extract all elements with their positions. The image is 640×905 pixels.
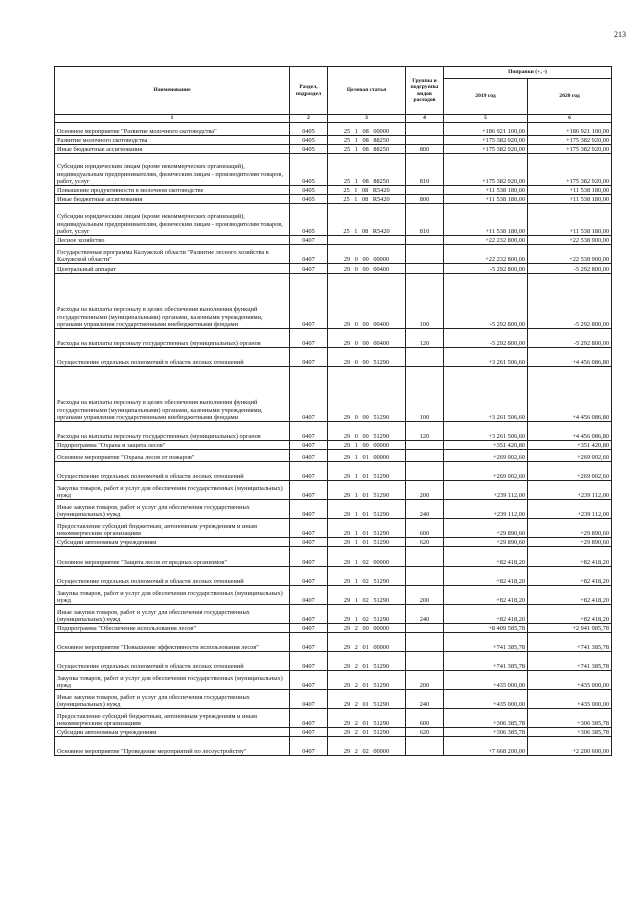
name-cell: Лесное хозяйство xyxy=(55,236,290,245)
section-cell: 0407 xyxy=(290,709,328,728)
section-cell: 0407 xyxy=(290,450,328,462)
amount-2019-cell: -5 292 800,00 xyxy=(444,274,528,329)
section-cell: 0407 xyxy=(290,586,328,605)
group-cell: 240 xyxy=(406,690,444,709)
target-cell: 29 0 00 51290 xyxy=(328,367,406,422)
amount-2019-cell: +741 385,78 xyxy=(444,652,528,671)
section-cell: 0405 xyxy=(290,145,328,154)
target-cell: 25 1 08 00000 xyxy=(328,123,406,136)
group-cell: 800 xyxy=(406,195,444,204)
target-cell: 29 2 00 00000 xyxy=(328,624,406,633)
group-cell xyxy=(406,462,444,481)
name-cell: Осуществление отдельных полномочий в области лесных отношений xyxy=(55,652,290,671)
amount-2019-cell: +175 382 920,00 xyxy=(444,136,528,145)
amount-2020-cell: +175 382 920,00 xyxy=(528,145,612,154)
name-cell: Государственная программа Калужской области "Развитие лесного хозяйства в Калужской области" xyxy=(55,245,290,264)
table-row xyxy=(55,709,612,728)
name-cell: Субсидии юридическим лицам (кроме некоммерческих организаций), индивидуальным предпринимателям, физическим лицам - производителям товаров, работ, услуг xyxy=(55,204,290,236)
amount-2019-cell: +22 232 800,00 xyxy=(444,236,528,245)
amount-2020-cell: +82 418,20 xyxy=(528,586,612,605)
table-row xyxy=(55,633,612,652)
target-cell: 29 2 01 51290 xyxy=(328,652,406,671)
section-cell: 0407 xyxy=(290,274,328,329)
target-cell: 25 1 08 R5420 xyxy=(328,204,406,236)
amount-2019-cell: +29 890,60 xyxy=(444,538,528,547)
amount-2020-cell: +4 456 086,80 xyxy=(528,422,612,441)
target-cell: 29 0 00 00400 xyxy=(328,264,406,274)
group-cell: 600 xyxy=(406,709,444,728)
amount-2020-cell: +435 000,00 xyxy=(528,671,612,690)
group-cell: 600 xyxy=(406,519,444,538)
column-number: 6 xyxy=(528,115,612,123)
table-row xyxy=(55,690,612,709)
target-cell: 29 0 00 51290 xyxy=(328,422,406,441)
amount-2019-cell: +29 890,60 xyxy=(444,519,528,538)
table-row xyxy=(55,441,612,450)
target-cell: 25 1 08 88250 xyxy=(328,136,406,145)
name-cell: Основное мероприятие "Развитие молочного скотоводства" xyxy=(55,123,290,136)
name-cell: Иные закупки товаров, работ и услуг для обеспечения государственных (муниципальных) нужд xyxy=(55,605,290,624)
amount-2020-cell: +306 385,78 xyxy=(528,709,612,728)
target-cell: 25 1 08 R5420 xyxy=(328,195,406,204)
section-cell: 0405 xyxy=(290,204,328,236)
table-row xyxy=(55,462,612,481)
group-cell: 620 xyxy=(406,538,444,547)
amount-2020-cell: +269 002,60 xyxy=(528,462,612,481)
target-cell: 29 0 00 51290 xyxy=(328,348,406,367)
table-row xyxy=(55,481,612,500)
group-cell: 120 xyxy=(406,422,444,441)
amount-2019-cell: +7 668 200,00 xyxy=(444,737,528,756)
group-cell xyxy=(406,186,444,195)
group-cell xyxy=(406,633,444,652)
amount-2020-cell: +82 418,20 xyxy=(528,567,612,586)
section-cell: 0407 xyxy=(290,624,328,633)
target-cell: 29 1 01 51290 xyxy=(328,538,406,547)
group-cell xyxy=(406,123,444,136)
table-row xyxy=(55,450,612,462)
group-cell xyxy=(406,737,444,756)
target-cell: 29 0 00 00400 xyxy=(328,329,406,348)
amount-2020-cell: +29 890,60 xyxy=(528,538,612,547)
amount-2020-cell: +4 456 086,80 xyxy=(528,367,612,422)
name-cell: Центральный аппарат xyxy=(55,264,290,274)
header-name: Наименование xyxy=(55,67,290,115)
section-cell: 0407 xyxy=(290,728,328,737)
section-cell: 0405 xyxy=(290,123,328,136)
section-cell: 0407 xyxy=(290,348,328,367)
budget-amendments-table xyxy=(54,66,612,756)
name-cell: Основное мероприятие "Проведение мероприятий по лесоустройству" xyxy=(55,737,290,756)
amount-2020-cell: +2 200 600,00 xyxy=(528,737,612,756)
name-cell: Субсидии автономным учреждениям xyxy=(55,538,290,547)
group-cell xyxy=(406,624,444,633)
table-row xyxy=(55,245,612,264)
amount-2020-cell: +186 921 100,00 xyxy=(528,123,612,136)
section-cell: 0407 xyxy=(290,500,328,519)
target-cell: 25 1 08 88250 xyxy=(328,145,406,154)
group-cell: 810 xyxy=(406,154,444,186)
amount-2019-cell: +82 418,20 xyxy=(444,586,528,605)
table-row xyxy=(55,567,612,586)
page-number: 213 xyxy=(614,30,626,39)
section-cell: 0405 xyxy=(290,154,328,186)
table-row xyxy=(55,605,612,624)
target-cell: 29 1 00 00000 xyxy=(328,441,406,450)
amount-2020-cell: -5 292 800,00 xyxy=(528,329,612,348)
table-row xyxy=(55,195,612,204)
header-group: Группы и подгруппы видов расходов xyxy=(406,67,444,115)
amount-2020-cell: +22 538 900,00 xyxy=(528,236,612,245)
amount-2019-cell: +186 921 100,00 xyxy=(444,123,528,136)
group-cell: 200 xyxy=(406,671,444,690)
section-cell: 0407 xyxy=(290,605,328,624)
name-cell: Расходы на выплаты персоналу государственных (муниципальных) органов xyxy=(55,422,290,441)
name-cell: Осуществление отдельных полномочий в области лесных отношений xyxy=(55,348,290,367)
header-year-2020: 2020 год xyxy=(528,79,612,115)
amount-2020-cell: -5 292 800,00 xyxy=(528,264,612,274)
amount-2019-cell: +175 382 920,00 xyxy=(444,145,528,154)
table-row xyxy=(55,264,612,274)
group-cell xyxy=(406,348,444,367)
name-cell: Подпрограмма "Обеспечение использования лесов" xyxy=(55,624,290,633)
section-cell: 0405 xyxy=(290,195,328,204)
name-cell: Предоставление субсидий бюджетным, автономным учреждениям и иным некоммерческим организациям xyxy=(55,709,290,728)
amount-2020-cell: +4 456 086,80 xyxy=(528,348,612,367)
amount-2019-cell: +269 002,60 xyxy=(444,450,528,462)
group-cell: 200 xyxy=(406,586,444,605)
target-cell: 29 2 01 00000 xyxy=(328,633,406,652)
section-cell: 0405 xyxy=(290,136,328,145)
group-cell xyxy=(406,450,444,462)
target-cell: 25 1 08 88250 xyxy=(328,154,406,186)
amount-2019-cell: +351 420,80 xyxy=(444,441,528,450)
target-cell: 29 1 02 51290 xyxy=(328,605,406,624)
amount-2019-cell: +11 538 180,00 xyxy=(444,204,528,236)
section-cell: 0407 xyxy=(290,264,328,274)
amount-2019-cell: +269 002,60 xyxy=(444,462,528,481)
name-cell: Осуществление отдельных полномочий в области лесных отношений xyxy=(55,567,290,586)
name-cell: Развитие молочного скотоводства xyxy=(55,136,290,145)
amount-2019-cell: +82 418,20 xyxy=(444,567,528,586)
table-row xyxy=(55,136,612,145)
table-row xyxy=(55,204,612,236)
name-cell: Закупка товаров, работ и услуг для обеспечения государственных (муниципальных) нужд xyxy=(55,481,290,500)
section-cell: 0407 xyxy=(290,367,328,422)
amount-2020-cell: +2 941 985,78 xyxy=(528,624,612,633)
group-cell: 240 xyxy=(406,500,444,519)
amount-2019-cell: +435 000,00 xyxy=(444,690,528,709)
target-cell: 29 2 01 51290 xyxy=(328,690,406,709)
name-cell: Основное мероприятие "Повышение эффективности использования лесов" xyxy=(55,633,290,652)
table-row xyxy=(55,547,612,567)
name-cell: Субсидии юридическим лицам (кроме некоммерческих организаций), индивидуальным предпринимателям, физическим лицам - производителям товаров, работ, услуг xyxy=(55,154,290,186)
table-row xyxy=(55,274,612,329)
amount-2019-cell: +435 000,00 xyxy=(444,671,528,690)
section-cell: 0407 xyxy=(290,547,328,567)
target-cell: 29 1 01 00000 xyxy=(328,450,406,462)
table-row xyxy=(55,737,612,756)
amount-2020-cell: +11 538 180,00 xyxy=(528,195,612,204)
section-cell: 0407 xyxy=(290,538,328,547)
group-cell xyxy=(406,136,444,145)
target-cell: 29 1 01 51290 xyxy=(328,519,406,538)
table-row xyxy=(55,154,612,186)
target-cell: 29 1 02 00000 xyxy=(328,547,406,567)
table-row xyxy=(55,519,612,538)
section-cell: 0407 xyxy=(290,329,328,348)
column-number: 4 xyxy=(406,115,444,123)
table-row xyxy=(55,145,612,154)
target-cell: 25 1 08 R5420 xyxy=(328,186,406,195)
group-cell: 240 xyxy=(406,605,444,624)
amount-2020-cell: +11 538 180,00 xyxy=(528,186,612,195)
amount-2019-cell: +306 385,78 xyxy=(444,728,528,737)
name-cell: Иные закупки товаров, работ и услуг для обеспечения государственных (муниципальных) нужд xyxy=(55,500,290,519)
group-cell xyxy=(406,236,444,245)
table-row xyxy=(55,538,612,547)
table-row xyxy=(55,500,612,519)
amount-2019-cell: +175 382 920,00 xyxy=(444,154,528,186)
section-cell: 0407 xyxy=(290,737,328,756)
amount-2019-cell: +306 385,78 xyxy=(444,709,528,728)
target-cell: 29 1 02 51290 xyxy=(328,586,406,605)
header-section: Раздел, подраздел xyxy=(290,67,328,115)
target-cell: 29 2 01 51290 xyxy=(328,709,406,728)
amount-2019-cell: +82 418,20 xyxy=(444,547,528,567)
column-number: 3 xyxy=(328,115,406,123)
section-cell: 0407 xyxy=(290,441,328,450)
amount-2020-cell: +269 002,60 xyxy=(528,450,612,462)
name-cell: Основное мероприятие "Охрана лесов от пожаров" xyxy=(55,450,290,462)
name-cell: Расходы на выплаты персоналу государственных (муниципальных) органов xyxy=(55,329,290,348)
amount-2020-cell: +29 890,60 xyxy=(528,519,612,538)
table-row xyxy=(55,329,612,348)
column-number: 2 xyxy=(290,115,328,123)
table-row xyxy=(55,236,612,245)
target-cell: 29 1 02 51290 xyxy=(328,567,406,586)
table-row xyxy=(55,123,612,136)
column-number: 1 xyxy=(55,115,290,123)
name-cell: Повышение продуктивности в молочном скотоводстве xyxy=(55,186,290,195)
amount-2020-cell: +435 000,00 xyxy=(528,690,612,709)
amount-2019-cell: +3 261 506,60 xyxy=(444,367,528,422)
group-cell: 200 xyxy=(406,481,444,500)
group-cell xyxy=(406,567,444,586)
name-cell: Основное мероприятие "Защита лесов от вредных организмов" xyxy=(55,547,290,567)
section-cell: 0405 xyxy=(290,186,328,195)
section-cell: 0407 xyxy=(290,245,328,264)
name-cell: Иные закупки товаров, работ и услуг для обеспечения государственных (муниципальных) нужд xyxy=(55,690,290,709)
table-row xyxy=(55,624,612,633)
amount-2019-cell: -5 292 800,00 xyxy=(444,329,528,348)
group-cell xyxy=(406,547,444,567)
group-cell xyxy=(406,441,444,450)
table-row xyxy=(55,671,612,690)
amount-2020-cell: +741 385,78 xyxy=(528,652,612,671)
target-cell: 29 1 01 51290 xyxy=(328,481,406,500)
amount-2019-cell: +3 261 506,60 xyxy=(444,348,528,367)
name-cell: Расходы на выплаты персоналу в целях обеспечения выполнения функций государственными (муниципальными) органами, казенными учреждениями, органами управления государственными внебюджетными фондами xyxy=(55,274,290,329)
target-cell: 29 1 01 51290 xyxy=(328,500,406,519)
table-row xyxy=(55,422,612,441)
table-row xyxy=(55,348,612,367)
name-cell: Субсидии автономным учреждениям xyxy=(55,728,290,737)
amount-2019-cell: +11 538 180,00 xyxy=(444,186,528,195)
group-cell xyxy=(406,652,444,671)
name-cell: Закупка товаров, работ и услуг для обеспечения государственных (муниципальных) нужд xyxy=(55,671,290,690)
amount-2019-cell: +8 409 585,78 xyxy=(444,624,528,633)
amount-2020-cell: +239 112,00 xyxy=(528,481,612,500)
target-cell: 29 2 02 00000 xyxy=(328,737,406,756)
amount-2020-cell: +175 382 920,00 xyxy=(528,154,612,186)
table-row xyxy=(55,728,612,737)
section-cell: 0407 xyxy=(290,236,328,245)
section-cell: 0407 xyxy=(290,690,328,709)
amount-2020-cell: +351 420,80 xyxy=(528,441,612,450)
amount-2020-cell: -5 292 800,00 xyxy=(528,274,612,329)
target-cell: 29 2 01 51290 xyxy=(328,728,406,737)
amount-2019-cell: -5 292 800,00 xyxy=(444,264,528,274)
section-cell: 0407 xyxy=(290,422,328,441)
name-cell: Закупка товаров, работ и услуг для обеспечения государственных (муниципальных) нужд xyxy=(55,586,290,605)
amount-2020-cell: +82 418,20 xyxy=(528,547,612,567)
group-cell: 100 xyxy=(406,274,444,329)
header-target: Целевая статья xyxy=(328,67,406,115)
amount-2019-cell: +22 232 800,00 xyxy=(444,245,528,264)
amount-2019-cell: +741 385,78 xyxy=(444,633,528,652)
amount-2020-cell: +306 385,78 xyxy=(528,728,612,737)
amount-2019-cell: +3 261 506,60 xyxy=(444,422,528,441)
group-cell xyxy=(406,245,444,264)
amount-2020-cell: +22 538 900,00 xyxy=(528,245,612,264)
section-cell: 0407 xyxy=(290,481,328,500)
group-cell: 120 xyxy=(406,329,444,348)
section-cell: 0407 xyxy=(290,519,328,538)
group-cell: 800 xyxy=(406,145,444,154)
table-body xyxy=(55,123,612,756)
name-cell: Иные бюджетные ассигнования xyxy=(55,195,290,204)
target-cell xyxy=(328,236,406,245)
amount-2020-cell: +11 538 180,00 xyxy=(528,204,612,236)
name-cell: Предоставление субсидий бюджетным, автономным учреждениям и иным некоммерческим организациям xyxy=(55,519,290,538)
name-cell: Иные бюджетные ассигнования xyxy=(55,145,290,154)
header-amendments: Поправки (+, -) xyxy=(444,67,612,79)
amount-2020-cell: +741 385,78 xyxy=(528,633,612,652)
amount-2020-cell: +82 418,20 xyxy=(528,605,612,624)
group-cell: 100 xyxy=(406,367,444,422)
table-row xyxy=(55,367,612,422)
name-cell: Осуществление отдельных полномочий в области лесных отношений xyxy=(55,462,290,481)
table-row xyxy=(55,186,612,195)
column-number: 5 xyxy=(444,115,528,123)
amount-2019-cell: +82 418,20 xyxy=(444,605,528,624)
group-cell xyxy=(406,264,444,274)
amount-2020-cell: +175 382 920,00 xyxy=(528,136,612,145)
target-cell: 29 0 00 00000 xyxy=(328,245,406,264)
section-cell: 0407 xyxy=(290,671,328,690)
group-cell: 620 xyxy=(406,728,444,737)
section-cell: 0407 xyxy=(290,462,328,481)
table-row xyxy=(55,652,612,671)
section-cell: 0407 xyxy=(290,567,328,586)
amount-2019-cell: +239 112,00 xyxy=(444,481,528,500)
target-cell: 29 0 00 00400 xyxy=(328,274,406,329)
header-year-2019: 2019 год xyxy=(444,79,528,115)
amount-2019-cell: +11 538 180,00 xyxy=(444,195,528,204)
section-cell: 0407 xyxy=(290,633,328,652)
amount-2019-cell: +239 112,00 xyxy=(444,500,528,519)
table-row xyxy=(55,586,612,605)
target-cell: 29 1 01 51290 xyxy=(328,462,406,481)
section-cell: 0407 xyxy=(290,652,328,671)
name-cell: Подпрограмма "Охрана и защита лесов" xyxy=(55,441,290,450)
name-cell: Расходы на выплаты персоналу в целях обеспечения выполнения функций государственными (муниципальными) органами, казенными учреждениями, органами управления государственными внебюджетными фондами xyxy=(55,367,290,422)
amount-2020-cell: +239 112,00 xyxy=(528,500,612,519)
group-cell: 810 xyxy=(406,204,444,236)
target-cell: 29 2 01 51290 xyxy=(328,671,406,690)
